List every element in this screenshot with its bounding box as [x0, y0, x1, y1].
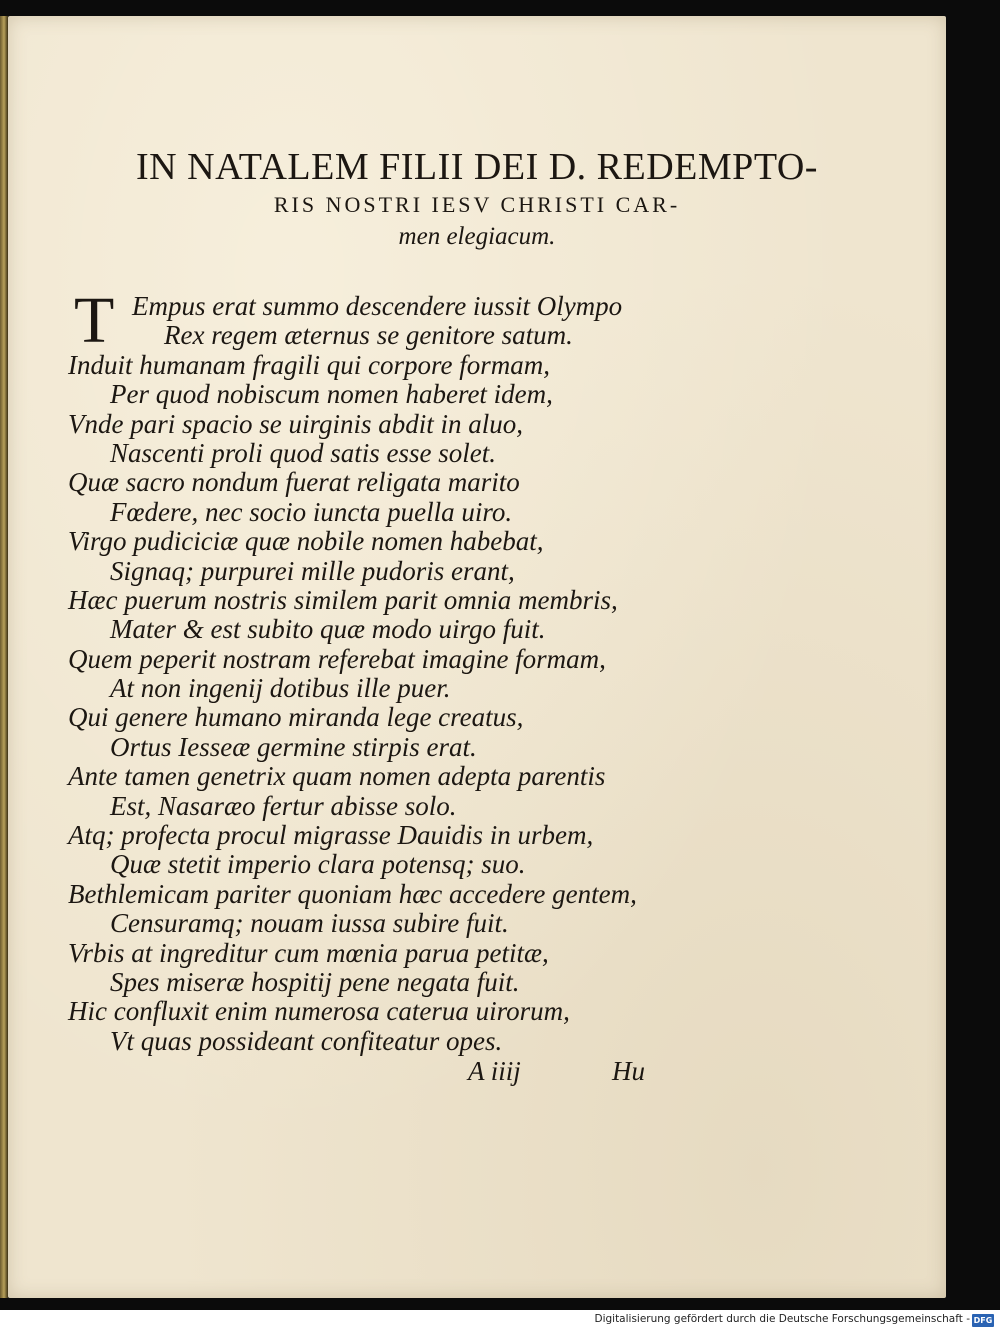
- poem-heading: [8, 144, 946, 254]
- signature-mark: A iiij: [468, 1056, 521, 1086]
- poem-line: Quem peperit nostram referebat imagine formam,: [68, 643, 606, 674]
- poem-line: Nascenti proli quod satis esse solet.: [110, 437, 496, 468]
- catchword: Hu: [612, 1056, 645, 1086]
- poem-body: [68, 284, 928, 1056]
- poem-line: Fœdere, nec socio iuncta puella uiro.: [110, 496, 513, 527]
- poem-line: Ante tamen genetrix quam nomen adepta parentis: [68, 761, 606, 792]
- drop-capital: T: [74, 284, 115, 357]
- poem-line: Vrbis at ingreditur cum mœnia parua petitæ,: [68, 937, 549, 968]
- poem-line: Est, Nasaræo fertur abisse solo.: [110, 790, 457, 821]
- footer-credit: Digitalisierung gefördert durch die Deutsche Forschungsgemeinschaft -: [594, 1313, 970, 1325]
- poem-line: Ortus Iesseæ germine stirpis erat.: [110, 731, 477, 762]
- poem-line: Virgo pudiciciæ quæ nobile nomen habebat,: [68, 526, 544, 557]
- heading-line-3: men elegiacum.: [398, 223, 556, 250]
- poem-line: Bethlemicam pariter quoniam hæc accedere gentem,: [68, 878, 637, 909]
- poem-line: Induit humanam fragili qui corpore formam,: [68, 349, 550, 380]
- poem-line: Quæ stetit imperio clara potensq; suo.: [110, 849, 526, 880]
- book-page: [8, 16, 946, 1298]
- heading-line-1: IN NATALEM FILII DEI D. REDEMPTO-: [136, 146, 818, 188]
- poem-line: Hic confluxit enim numerosa caterua uirorum,: [68, 996, 570, 1027]
- poem-line: Per quod nobiscum nomen haberet idem,: [110, 379, 553, 410]
- poem-line: Qui genere humano miranda lege creatus,: [68, 702, 524, 733]
- poem-line: Empus erat summo descendere iussit Olympo: [132, 291, 623, 321]
- poem-line: Signaq; purpurei mille pudoris erant,: [110, 555, 515, 586]
- heading-line-2: RIS NOSTRI IESV CHRISTI CAR-: [273, 192, 681, 217]
- poem-line: Vt quas possideant confiteatur opes.: [110, 1025, 503, 1056]
- poem-line: Rex regem æternus se genitore satum.: [164, 320, 573, 351]
- footer-bar: [0, 1310, 1000, 1332]
- poem-line: Quæ sacro nondum fuerat religata marito: [68, 467, 520, 498]
- poem-line: Hæc puerum nostris similem parit omnia membris,: [68, 584, 618, 615]
- poem-line: Censuramq; nouam iussa subire fuit.: [110, 908, 509, 939]
- poem-line: At non ingenij dotibus ille puer.: [110, 673, 451, 704]
- poem-line: Vnde pari spacio se uirginis abdit in aluo,: [68, 408, 523, 439]
- poem-line: Mater & est subito quæ modo uirgo fuit.: [110, 614, 546, 645]
- binding-edge: [0, 16, 8, 1298]
- poem-line: Spes miseræ hospitij pene negata fuit.: [110, 966, 520, 997]
- poem-line: Atq; profecta procul migrasse Dauidis in urbem,: [68, 820, 594, 851]
- dfg-logo: DFG: [973, 1316, 993, 1325]
